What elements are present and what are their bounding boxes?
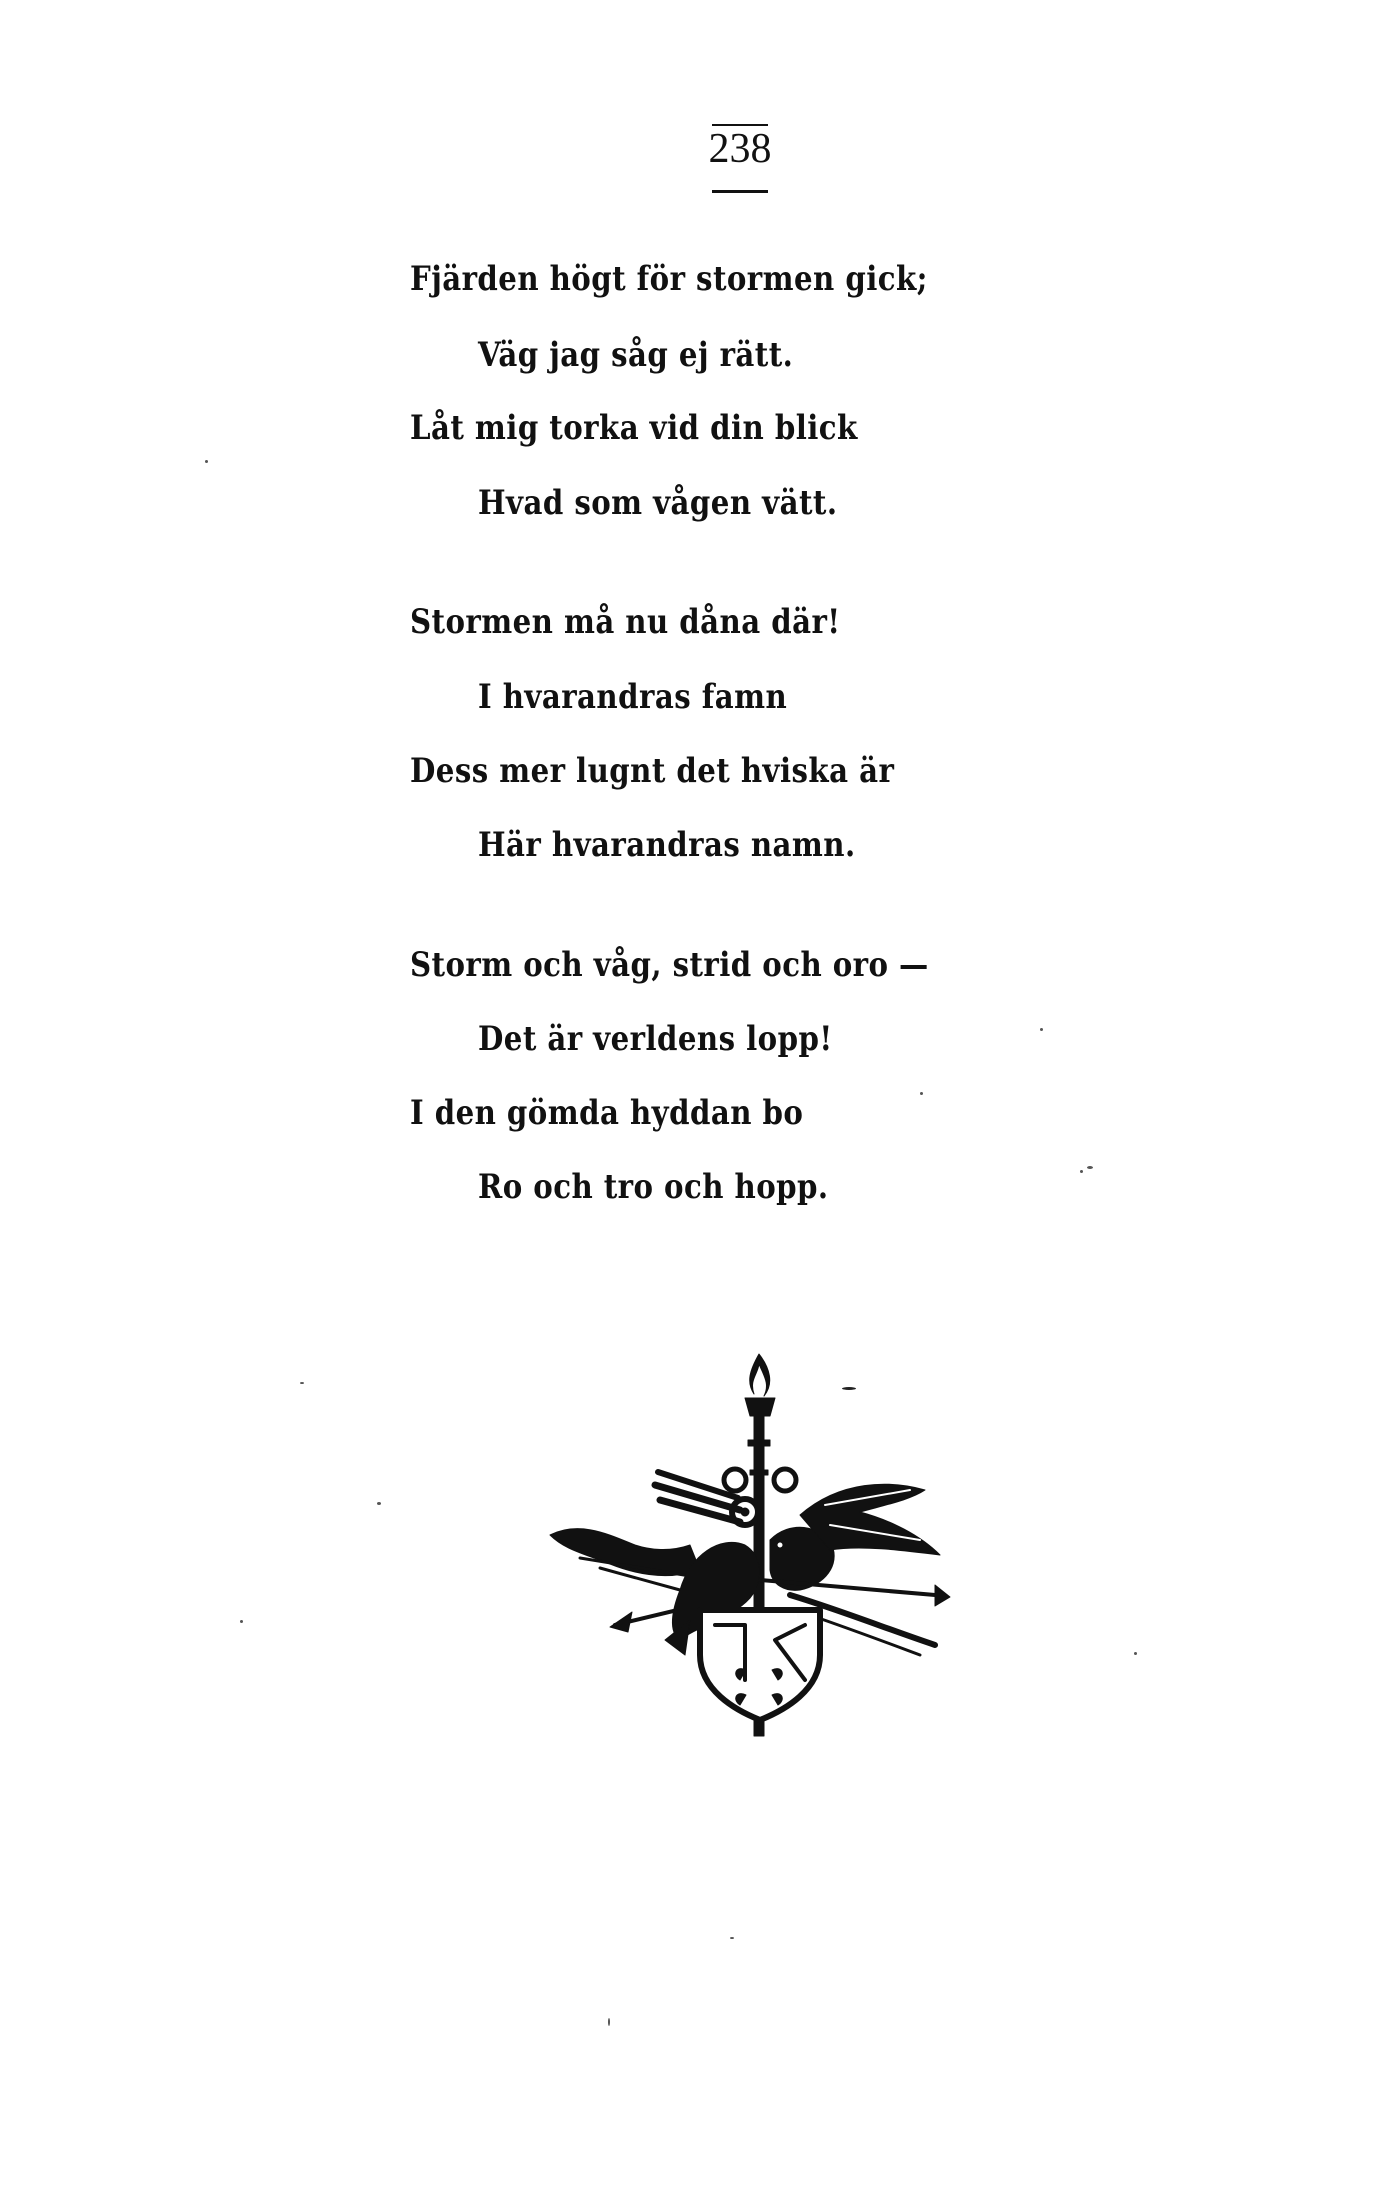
poem-line: Låt mig torka vid din blick (410, 408, 858, 448)
poem-line: Fjärden högt för stormen gick; (410, 259, 928, 299)
poem-line: Storm och våg, strid och oro — (410, 945, 929, 985)
print-speck (1040, 1028, 1043, 1031)
poem-line: Dess mer lugnt det hviska är (410, 751, 895, 791)
print-speck (377, 1502, 381, 1505)
poem-line: Det är verldens lopp! (478, 1019, 833, 1059)
print-speck (1134, 1652, 1137, 1655)
page-number: 238 (708, 126, 772, 172)
print-speck (240, 1620, 243, 1623)
poem-line: Här hvarandras namn. (478, 825, 856, 865)
torch-doves-shield-vignette-icon (540, 1340, 960, 1750)
poem-line: Ro och tro och hopp. (478, 1167, 829, 1207)
poem-line: I hvarandras famn (478, 677, 788, 717)
print-speck (920, 1092, 923, 1095)
print-speck (300, 1382, 304, 1384)
poem-line: Väg jag såg ej rätt. (478, 335, 794, 375)
print-speck (1087, 1166, 1093, 1169)
print-speck (730, 1937, 734, 1939)
page-number-rule (712, 190, 768, 193)
print-speck (205, 460, 208, 463)
poem-line: I den gömda hyddan bo (410, 1093, 804, 1133)
poem-line: Hvad som vågen vätt. (478, 483, 838, 523)
print-speck (1080, 1170, 1083, 1173)
print-speck (842, 1387, 856, 1390)
poem-line: Stormen må nu dåna där! (410, 602, 841, 642)
print-speck (608, 2018, 610, 2026)
